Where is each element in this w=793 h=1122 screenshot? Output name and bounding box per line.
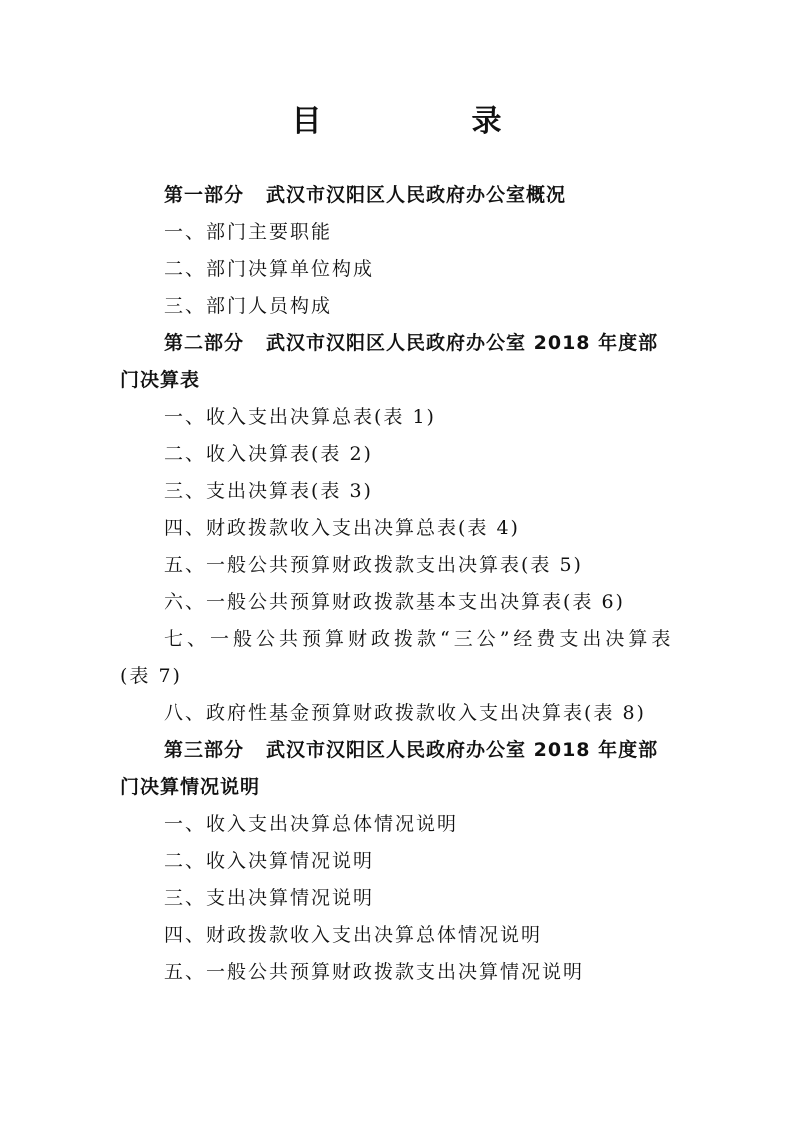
- toc-item[interactable]: 三、支出决算表(表 3): [164, 480, 373, 502]
- page-title: 目 录: [291, 104, 562, 139]
- toc-item[interactable]: 五、一般公共预算财政拨款支出决算情况说明: [164, 961, 585, 983]
- toc-item-continued[interactable]: (表 7): [120, 665, 182, 687]
- part-3-title: 武汉市汉阳区人民政府办公室 2018 年度部: [266, 739, 659, 761]
- part-2-heading[interactable]: [120, 325, 680, 362]
- toc-item[interactable]: 一、收入支出决算总表(表 1): [164, 406, 436, 428]
- part-1-heading[interactable]: [120, 177, 680, 214]
- toc-item[interactable]: 四、财政拨款收入支出决算总体情况说明: [164, 924, 543, 946]
- toc-item[interactable]: 二、收入决算情况说明: [164, 850, 375, 872]
- part-2-heading-continued[interactable]: 门决算表: [120, 369, 201, 391]
- part-1-number: 第一部分: [164, 184, 245, 206]
- part-1-title: 武汉市汉阳区人民政府办公室概况: [266, 184, 567, 206]
- part-3-number: 第三部分: [164, 739, 245, 761]
- toc-item[interactable]: 五、一般公共预算财政拨款支出决算表(表 5): [164, 554, 583, 576]
- toc-item[interactable]: 二、部门决算单位构成: [164, 258, 375, 280]
- toc-item[interactable]: 三、支出决算情况说明: [164, 887, 375, 909]
- toc-item[interactable]: 三、部门人员构成: [164, 295, 333, 317]
- toc-item[interactable]: 八、政府性基金预算财政拨款收入支出决算表(表 8): [164, 702, 646, 724]
- part-3-heading[interactable]: [120, 732, 680, 769]
- part-2-title: 武汉市汉阳区人民政府办公室 2018 年度部: [266, 332, 659, 354]
- toc-item[interactable]: 六、一般公共预算财政拨款基本支出决算表(表 6): [164, 591, 625, 613]
- toc-item[interactable]: 四、财政拨款收入支出决算总表(表 4): [164, 517, 520, 539]
- toc-item[interactable]: 二、收入决算表(表 2): [164, 443, 373, 465]
- toc-item[interactable]: 七、一般公共预算财政拨款“三公”经费支出决算表: [164, 628, 675, 650]
- table-of-contents: [120, 177, 680, 991]
- part-2-number: 第二部分: [164, 332, 245, 354]
- toc-item[interactable]: 一、收入支出决算总体情况说明: [164, 813, 459, 835]
- part-3-heading-continued[interactable]: 门决算情况说明: [120, 776, 261, 798]
- toc-item[interactable]: 一、部门主要职能: [164, 221, 333, 243]
